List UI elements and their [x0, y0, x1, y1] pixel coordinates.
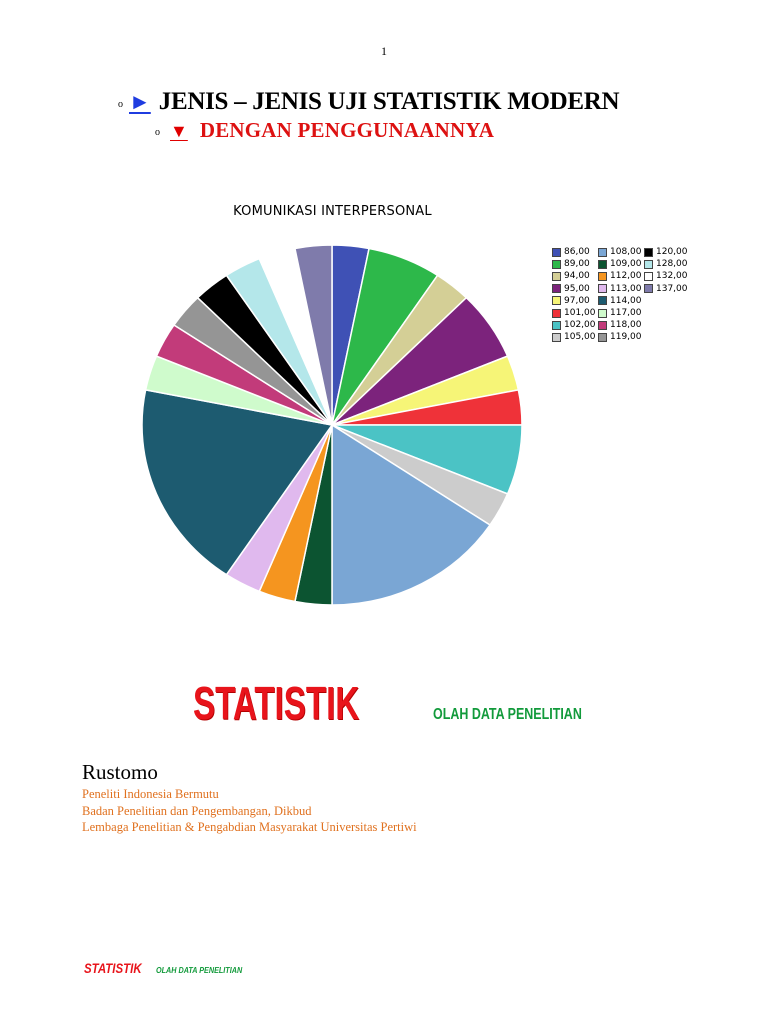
- legend-swatch: [552, 260, 561, 269]
- legend-item: [644, 283, 690, 295]
- legend-item: [598, 307, 644, 319]
- legend-item: [598, 258, 644, 270]
- legend-item: [552, 319, 598, 331]
- legend-item: [552, 246, 598, 258]
- legend-label: 128,00: [656, 259, 688, 270]
- legend-swatch: [598, 321, 607, 330]
- legend-swatch: [552, 321, 561, 330]
- legend-item: [598, 270, 644, 282]
- legend-swatch: [552, 248, 561, 257]
- legend-item: [644, 258, 690, 270]
- pie-svg: [130, 236, 535, 606]
- brand-logo: [193, 676, 624, 730]
- brand-subtitle: OLAH DATA PENELITIAN: [433, 706, 582, 723]
- pie-chart: [130, 196, 710, 616]
- legend-item: [552, 270, 598, 282]
- legend-label: 119,00: [610, 332, 642, 343]
- bullet-icon: o: [118, 99, 123, 110]
- legend-item: [552, 295, 598, 307]
- affiliation-line: Badan Penelitian dan Pengembangan, Dikbud: [82, 803, 312, 818]
- heading-title: JENIS – JENIS UJI STATISTIK MODERN: [158, 88, 620, 115]
- legend-swatch: [598, 309, 607, 318]
- legend-label: 101,00: [564, 308, 596, 319]
- legend-swatch: [552, 333, 561, 342]
- legend-item: [598, 283, 644, 295]
- legend-swatch: [598, 260, 607, 269]
- legend-swatch: [644, 260, 653, 269]
- legend-label: 108,00: [610, 247, 642, 258]
- legend-label: 105,00: [564, 332, 596, 343]
- legend-label: 118,00: [610, 320, 642, 331]
- author-affiliations: [82, 786, 417, 836]
- legend-label: 102,00: [564, 320, 596, 331]
- heading-line-2: [155, 118, 494, 143]
- legend-item: [552, 258, 598, 270]
- legend-item: [598, 246, 644, 258]
- legend-label: 94,00: [564, 271, 590, 282]
- chart-title: KOMUNIKASI INTERPERSONAL: [233, 204, 432, 219]
- legend-swatch: [598, 248, 607, 257]
- legend-swatch: [644, 284, 653, 293]
- author-name: Rustomo: [82, 760, 158, 784]
- chart-legend: [552, 246, 690, 344]
- legend-label: 109,00: [610, 259, 642, 270]
- legend-item: [644, 246, 690, 258]
- legend-item: [552, 331, 598, 343]
- footer-subtitle: OLAH DATA PENELITIAN: [156, 965, 243, 975]
- heading-subtitle: DENGAN PENGGUNAANNYA: [199, 118, 495, 142]
- footer-title: STATISTIK: [84, 960, 142, 976]
- legend-swatch: [644, 272, 653, 281]
- legend-swatch: [598, 296, 607, 305]
- legend-item: [644, 270, 690, 282]
- legend-item: [598, 319, 644, 331]
- brand-title: STATISTIK: [193, 677, 360, 729]
- legend-label: 132,00: [656, 271, 688, 282]
- heading-line-1: [118, 88, 619, 116]
- legend-swatch: [552, 309, 561, 318]
- legend-label: 112,00: [610, 271, 642, 282]
- legend-item: [552, 307, 598, 319]
- legend-swatch: [598, 284, 607, 293]
- legend-label: 89,00: [564, 259, 590, 270]
- legend-label: 86,00: [564, 247, 590, 258]
- affiliation-line: Peneliti Indonesia Bermutu: [82, 787, 219, 801]
- legend-label: 137,00: [656, 283, 688, 294]
- legend-label: 97,00: [564, 295, 590, 306]
- footer-brand: [84, 960, 257, 976]
- legend-item: [552, 283, 598, 295]
- legend-item: [598, 331, 644, 343]
- legend-swatch: [598, 272, 607, 281]
- legend-swatch: [552, 272, 561, 281]
- legend-label: 120,00: [656, 247, 688, 258]
- affiliation-line: Lembaga Penelitian & Pengabdian Masyarakat Universitas Pertiwi: [82, 820, 417, 834]
- legend-swatch: [552, 284, 561, 293]
- legend-swatch: [552, 296, 561, 305]
- legend-label: 113,00: [610, 283, 642, 294]
- bullet-icon: o: [155, 127, 160, 138]
- legend-label: 117,00: [610, 308, 642, 319]
- right-arrow-icon: ►: [129, 89, 151, 114]
- down-arrow-icon: ▼: [170, 121, 188, 141]
- legend-item: [598, 295, 644, 307]
- page-number: 1: [381, 44, 387, 58]
- legend-swatch: [598, 333, 607, 342]
- legend-label: 95,00: [564, 283, 590, 294]
- legend-label: 114,00: [610, 295, 642, 306]
- legend-swatch: [644, 248, 653, 257]
